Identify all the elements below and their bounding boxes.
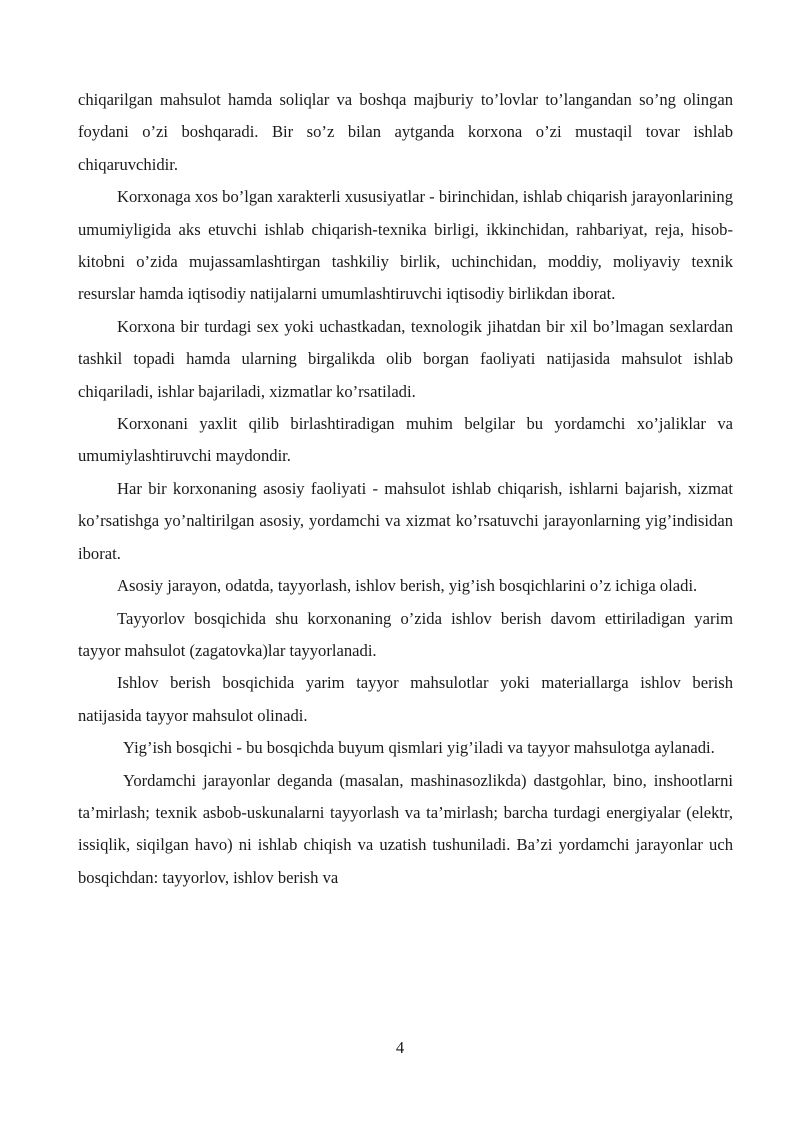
paragraph-auxiliary-processes: Yordamchi jarayonlar deganda (masalan, mashinasozlikda) dastgohlar, bino, inshootlarni ta’mirlash; texnik asbob-uskunalarni tayyorlash va ta’mirlash; barcha turdagi energiyalar (elektr, issiqlik, siqilgan havo) ni ishlab chiqish va uzatish tushuniladi. Ba’zi yordamchi jarayonlar uch bosqichdan: tayyorlov, ishlov berish va bbox=[78, 770, 733, 887]
page-number: 4 bbox=[395, 1038, 405, 1057]
paragraph-unifying-signs: Korxonani yaxlit qilib birlashtiradigan muhim belgilar bu yordamchi xo’jaliklar va umumiylashtiruvchi maydondir. bbox=[78, 414, 733, 466]
paragraph-assembly-stage: Yig’ish bosqichi - bu bosqichda buyum qismlari yig’iladi va tayyor mahsulotga aylanadi. bbox=[123, 738, 715, 758]
paragraph-main-process: Asosiy jarayon, odatda, tayyorlash, ishlov berish, yig’ish bosqichlarini o’z ichiga oladi. bbox=[117, 576, 698, 596]
paragraph-enterprise-features: Korxonaga xos bo’lgan xarakterli xususiyatlar - birinchidan, ishlab chiqarish jarayonlarining umumiyligida aks etuvchi ishlab chiqarish-texnika birligi, ikkinchidan, rahbariyat, reja, hisob-kitobni o’zida mujassamlashtirgan tashkiliy birlik, uchinchidan, moddiy, moliyaviy texnik resurslar hamda iqtisodiy natijalarni umumlashtiruvchi iqtisodiy birlikdan iborat. bbox=[78, 187, 733, 304]
paragraph-preparation-stage: Tayyorlov bosqichida shu korxonaning o’zida ishlov berish davom ettiriladigan yarim tayyor mahsulot (zagatovka)lar tayyorlanadi. bbox=[78, 608, 733, 660]
paragraph-continuation: chiqarilgan mahsulot hamda soliqlar va boshqa majburiy to’lovlar to’langandan so’ng olingan foydani o’zi boshqaradi. Bir so’z bilan aytganda korxona o’zi mustaqil tovar ishlab chiqaruvchidir. bbox=[78, 90, 733, 174]
paragraph-processing-stage: Ishlov berish bosqichida yarim tayyor mahsulotlar yoki materiallarga ishlov berish natijasida tayyor mahsulot olinadi. bbox=[78, 673, 733, 725]
document-page bbox=[78, 84, 733, 894]
paragraph-enterprise-structure: Korxona bir turdagi sex yoki uchastkadan, texnologik jihatdan bir xil bo’lmagan sexlardan tashkil topadi hamda ularning birgalikda olib borgan faoliyati natijasida mahsulot ishlab chiqariladi, ishlar bajariladi, xizmatlar ko’rsatiladi. bbox=[78, 316, 733, 401]
paragraph-main-activity: Har bir korxonaning asosiy faoliyati - mahsulot ishlab chiqarish, ishlarni bajarish, xizmat ko’rsatishga yo’naltirilgan asosiy, yordamchi va xizmat ko’rsatuvchi jarayonlarning yig’indisidan iborat. bbox=[78, 478, 733, 563]
